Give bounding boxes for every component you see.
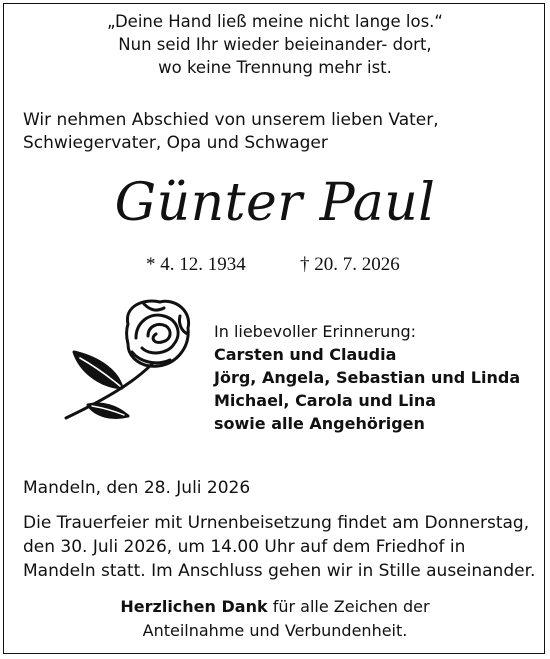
service-line: den 30. Juli 2026, um 14.00 Uhr auf dem Friedhof in — [23, 537, 466, 557]
deceased-name: Günter Paul — [114, 173, 436, 233]
mourners-block — [214, 320, 520, 435]
service-info — [23, 511, 535, 583]
thanks-line — [0, 595, 550, 619]
thanks-block — [0, 595, 550, 643]
death-date: † 20. 7. 2026 — [300, 254, 400, 275]
mourner-line: Michael, Carola und Lina — [214, 391, 437, 410]
rose-icon — [44, 292, 194, 422]
thanks-rest: für alle Zeichen der — [267, 597, 430, 616]
mourner-line: sowie alle Angehörigen — [214, 414, 425, 433]
quote-line: Nun seid Ihr wieder beieinander- dort, — [118, 35, 432, 54]
thanks-line: Anteilnahme und Verbundenheit. — [142, 621, 408, 640]
quote-block — [0, 10, 550, 79]
place-and-date: Mandeln, den 28. Juli 2026 — [23, 478, 251, 498]
mourner-line: Jörg, Angela, Sebastian und Linda — [214, 368, 521, 387]
service-line: Die Trauerfeier mit Urnenbeisetzung findet am Donnerstag, — [23, 513, 530, 533]
mourner-line: Carsten und Claudia — [214, 345, 397, 364]
birth-date: * 4. 12. 1934 — [146, 254, 246, 275]
quote-line: „Deine Hand ließ meine nicht lange los.“ — [107, 12, 443, 31]
thanks-bold: Herzlichen Dank — [120, 597, 268, 616]
service-line: Mandeln statt. Im Anschluss gehen wir in Stille auseinander. — [23, 561, 536, 581]
quote-line: wo keine Trennung mehr ist. — [158, 58, 392, 77]
intro-line: Schwiegervater, Opa und Schwager — [23, 133, 328, 153]
memory-heading: In liebevoller Erinnerung: — [214, 322, 416, 341]
intro-line: Wir nehmen Abschied von unserem lieben Vater, — [23, 110, 439, 130]
intro-text — [23, 109, 439, 155]
